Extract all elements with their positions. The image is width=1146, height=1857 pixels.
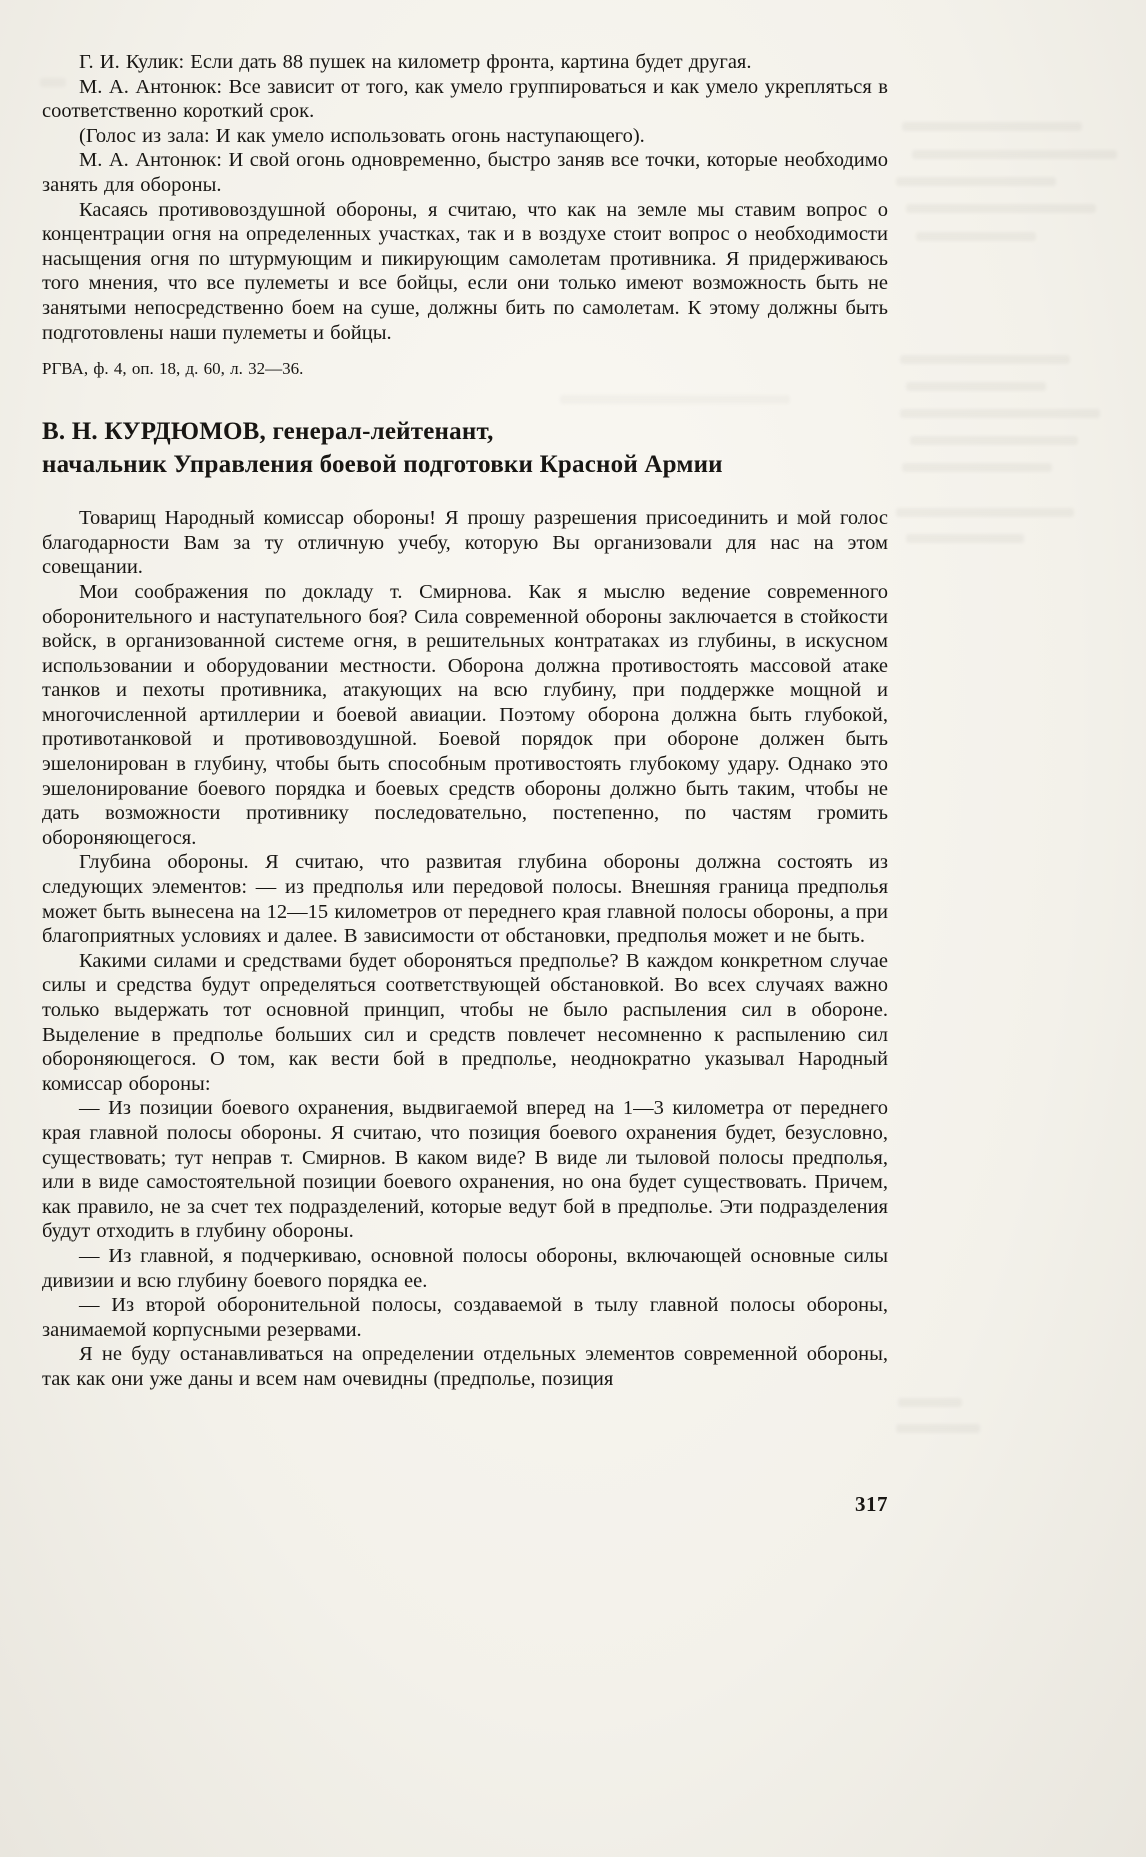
bleed-mark <box>906 382 1046 391</box>
paragraph-defense-depth: Глубина обороны. Я считаю, что развитая глубина обороны должна состоять из следующих элементов: — из предполья или передовой полосы. Внешняя граница предполья может быть вынесена на 12—15 километров от переднего края главной полосы обороны, а при благоприятных условиях и далее. В зависимости от обстановки, предполья может и не быть. <box>42 851 888 948</box>
page-number: 317 <box>855 1492 888 1516</box>
paragraph-security-position: — Из позиции боевого охранения, выдвигаемой вперед на 1—3 километра от переднего края главной полосы обороны. Я считаю, что позиция боевого охранения будет, безусловно, существовать; тут неправ т. Смирнов. В каком виде? В виде ли тыловой полосы предполья, или в виде самостоятельной позиции боевого охранения, но она будет существовать. Причем, как правило, не за счет тех подразделений, которые ведут бой в предполье. Эти подразделения будут отходить в глубину обороны. <box>42 1097 888 1243</box>
dialogue-kulik: Г. И. Кулик: Если дать 88 пушек на километр фронта, картина будет другая. <box>79 51 752 73</box>
bleed-mark <box>902 463 1052 472</box>
bleed-mark <box>902 122 1082 131</box>
paragraph-main-belt: — Из главной, я подчеркиваю, основной полосы обороны, включающей основные силы дивизии и всю глубину боевого порядка ее. <box>42 1244 888 1292</box>
speaker-heading <box>42 415 888 481</box>
bleed-mark <box>900 355 1070 364</box>
page-content <box>42 50 888 1392</box>
bleed-mark <box>916 232 1036 241</box>
bleed-mark <box>898 1398 962 1407</box>
paragraph-gratitude: Товарищ Народный комиссар обороны! Я прошу разрешения присоединить и мой голос благодарности Вам за ту отличную учебу, которую Вы организовали для нас на этом совещании. <box>42 507 888 579</box>
paragraph-defense-principles: Мои соображения по докладу т. Смирнова. Как я мыслю ведение современного оборонительного и наступательного боя? Сила современной обороны заключается в стойкости войск, в организованной системе огня, в решительных контратаках из глубины, в искусном использовании и оборудовании местности. Оборона должна противостоять массовой атаке танков и пехоты противника, атакующих на всю глубину, при поддержке мощной и многочисленной артиллерии и боевой авиации. Поэтому оборона должна быть глубокой, противотанковой и противовоздушной. Боевой порядок при обороне должен быть эшелонирован в глубину, чтобы быть способным противостоять глубокому удару. Однако это эшелонирование боевого порядка и боевых средств обороны должно быть таким, чтобы не дать возможности противнику последовательно, постепенно, по частям громить обороняющегося. <box>42 580 888 849</box>
dialogue-antonyuk-2: М. А. Антонюк: И свой огонь одновременно, быстро заняв все точки, которые необходимо занять для обороны. <box>42 149 888 196</box>
dialogue-antonyuk-1: М. А. Антонюк: Все зависит от того, как умело группироваться и как умело укрепляться в соответственно короткий срок. <box>42 75 888 123</box>
bleed-mark <box>896 508 1074 517</box>
archive-reference: РГВА, ф. 4, оп. 18, д. 60, л. 32—36. <box>42 359 304 379</box>
bleed-mark <box>910 436 1078 445</box>
bleed-mark <box>900 409 1100 418</box>
bleed-mark <box>906 204 1096 213</box>
bleed-mark <box>906 534 1024 543</box>
paragraph-second-belt: — Из второй оборонительной полосы, создаваемой в тылу главной полосы обороны, занимаемой корпусными резервами. <box>42 1294 888 1341</box>
audience-remark: (Голос из зала: И как умело использовать огонь наступающего). <box>79 124 645 147</box>
paragraph-air-defense: Касаясь противовоздушной обороны, я считаю, что как на земле мы ставим вопрос о концентрации огня на определенных участках, так и в воздухе стоит вопрос о необходимости насыщения огня по штурмующим и пикирующим самолетам противника. Я придерживаюсь того мнения, что все пулеметы и все бойцы, если они только имеют возможность быть не занятыми непосредственно боем на суше, должны бить по самолетам. К этому должны быть подготовлены наши пулеметы и бойцы. <box>42 198 888 344</box>
paragraph-forward-zone-forces: Какими силами и средствами будет обороняться предполье? В каждом конкретном случае силы и средства будут определяться соответствующей обстановкой. Во всех случаях важно только выдержать тот основной принцип, чтобы не было распыления сил в обороне. Выделение в предполье больших сил и средств повлечет несомненно к распылению сил обороняющегося. О том, как вести бой в предполье, неоднократно указывал Народный комиссар обороны: <box>42 949 888 1095</box>
bleed-mark <box>896 1424 980 1433</box>
paragraph-closing: Я не буду останавливаться на определении отдельных элементов современной обороны, так как они уже даны и всем нам очевидны (предполье, позиция <box>42 1343 888 1390</box>
bleed-mark <box>896 177 1056 186</box>
bleed-mark <box>912 150 1117 159</box>
speaker-position: начальник Управления боевой подготовки Красной Армии <box>42 451 723 479</box>
speaker-name-rank: В. Н. КУРДЮМОВ, генерал-лейтенант, <box>42 418 494 446</box>
